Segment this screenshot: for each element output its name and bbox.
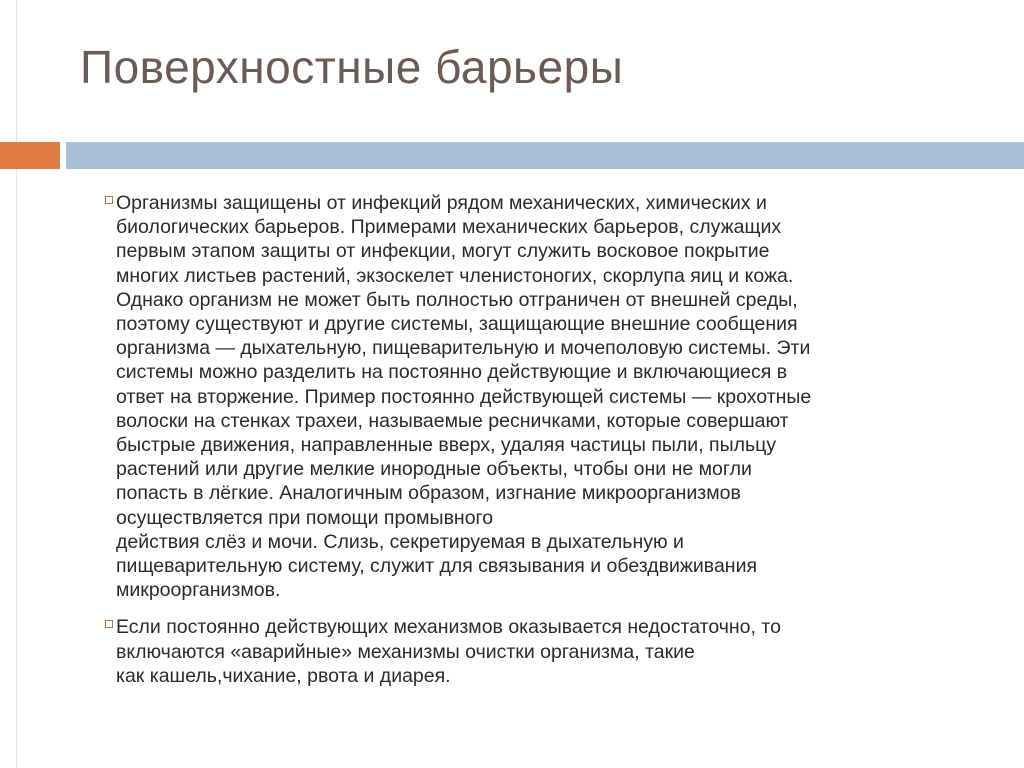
text-line: Если постоянно действующих механизмов оказывается недостаточно, то bbox=[116, 616, 781, 639]
text-line: растений или другие мелкие инородные объекты, чтобы они не могли bbox=[116, 458, 752, 481]
left-divider-line bbox=[16, 0, 17, 768]
text-line: Организмы защищены от инфекций рядом механических, химических и bbox=[116, 192, 767, 214]
text-line: биологических барьеров. Примерами механических барьеров, служащих bbox=[116, 216, 782, 239]
text-line: пищеварительную систему, служит для связывания и обездвиживания bbox=[116, 555, 758, 578]
text-line: попасть в лёгкие. Аналогичным образом, изгнание микроорганизмов bbox=[116, 482, 741, 505]
bullet-paragraph-2 bbox=[105, 615, 965, 688]
bullet-paragraph-1 bbox=[105, 191, 965, 602]
blue-header-bar bbox=[66, 142, 1024, 169]
text-line: поэтому существуют и другие системы, защищающие внешние сообщения bbox=[116, 313, 798, 336]
text-line: организма — дыхательную, пищеварительную и мочеполовую системы. Эти bbox=[116, 337, 811, 360]
text-line: включаются «аварийные» механизмы очистки организма, такие bbox=[116, 640, 695, 663]
text-line: быстрые движения, направленные вверх, удаляя частицы пыли, пыльцу bbox=[116, 434, 777, 457]
text-line: как кашель,чихание, рвота и диарея. bbox=[116, 664, 451, 687]
text-line: действия слёз и мочи. Слизь, секретируемая в дыхательную и bbox=[116, 530, 684, 553]
orange-accent-bar bbox=[0, 142, 60, 169]
text-line: микроорганизмов. bbox=[116, 579, 281, 602]
paragraph-text bbox=[116, 615, 965, 688]
slide-body bbox=[105, 191, 965, 688]
text-line: системы можно разделить на постоянно действующие и включающиеся в bbox=[116, 361, 788, 384]
slide-title: Поверхностные барьеры bbox=[80, 41, 624, 93]
text-line: Однако организм не может быть полностью отграничен от внешней среды, bbox=[116, 288, 798, 311]
text-line: волоски на стенках трахеи, называемые ресничками, которые совершают bbox=[116, 409, 789, 432]
square-bullet-icon bbox=[105, 196, 113, 204]
text-line: первым этапом защиты от инфекции, могут служить восковое покрытие bbox=[116, 240, 770, 263]
text-line: ответ на вторжение. Пример постоянно действующей системы — крохотные bbox=[116, 385, 812, 408]
square-bullet-icon bbox=[105, 620, 113, 628]
text-line: осуществляется при помощи промывного bbox=[116, 506, 494, 529]
text-line: многих листьев растений, экзоскелет членистоногих, скорлупа яиц и кожа. bbox=[116, 264, 794, 287]
paragraph-text bbox=[116, 191, 965, 602]
